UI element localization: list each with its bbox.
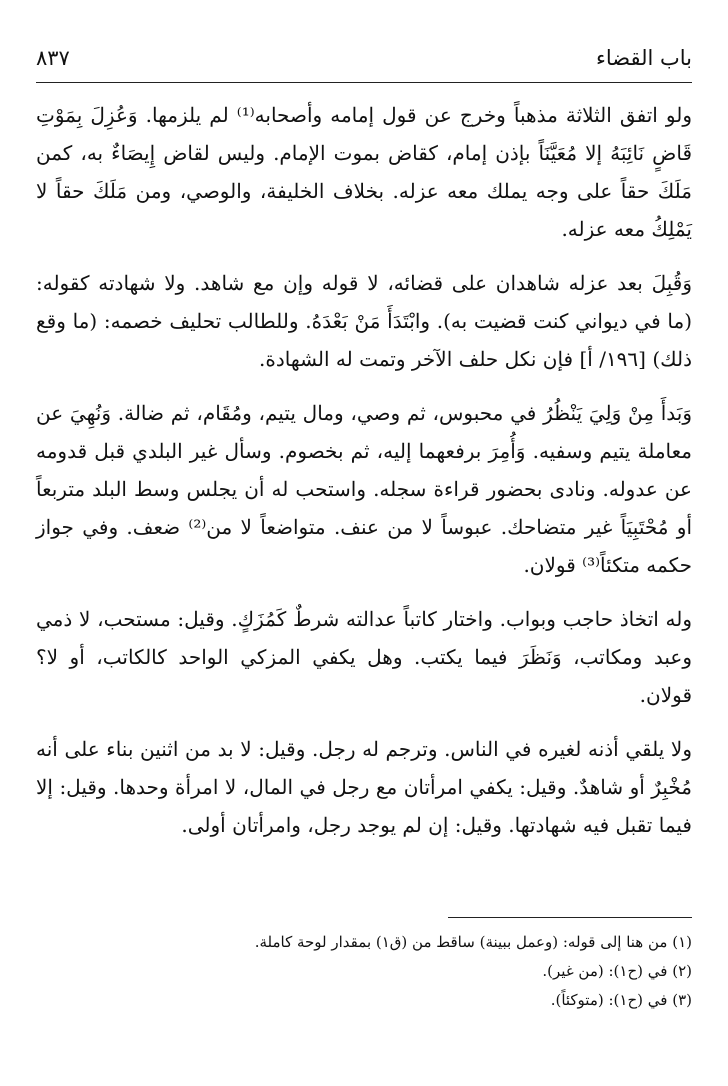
- header-rule: [36, 82, 692, 83]
- page-number: ٨٣٧: [36, 46, 70, 70]
- footnotes: [36, 928, 692, 1015]
- footnote: (٢) في (ح١): (من غير).: [542, 962, 692, 980]
- chapter-title: باب القضاء: [595, 46, 692, 70]
- paragraph: ولا يلقي أذنه لغيره في الناس. وترجم له رجل. وقيل: لا بد من اثنين بناء على أنه مُخْبِرٌ أو شاهدٌ. وقيل: يكفي امرأتان مع رجل في المال، لا امرأة وحدها. وقيل: إلا فيما تقبل فيه شهادتها. وقيل: إن لم يوجد رجل، وامرأتان أولى.: [36, 737, 692, 837]
- footnote: (٣) في (ح١): (متوكئاً).: [550, 991, 692, 1009]
- main-text: [36, 96, 692, 860]
- paragraph: ولو اتفق الثلاثة مذهباً وخرج عن قول إمامه وأصحابه⁽¹⁾ لم يلزمها. وَعُزِلَ بِمَوْتِ قَاضٍ نَائِبَهُ إلا مُعَيَّنَاً بإذن إمام، كقاض بموت الإمام. وليس لقاض إِيصَاءٌ به، كمن مَلَكَ حقاً على وجه يملك معه عزله. بخلاف الخليفة، والوصي، ومن مَلَكَ حقاً لا يَمْلِكُ معه عزله.: [36, 103, 693, 241]
- paragraph: وَقُبِلَ بعد عزله شاهدان على قضائه، لا قوله وإن مع شاهد. ولا شهادته كقوله: (ما في ديواني كنت قضيت به). وابْتَدَأَ مَنْ بَعْدَهُ. وللطالب تحليف خصمه: (ما وقع ذلك) [١٩٦/ أ] فإن نكل حلف الآخر وتمت له الشهادة.: [36, 271, 692, 371]
- footnote-rule: [448, 917, 692, 918]
- paragraph: وله اتخاذ حاجب وبواب. واختار كاتباً عدالته شرطٌ كَمُزَكٍ. وقيل: مستحب، لا ذمي وعبد ومكاتب، وَنَظَرَ فيما يكتب. وهل يكفي المزكي الواحد كالكاتب، أو لا؟ قولان.: [36, 607, 692, 707]
- paragraph: وَبَدأَ مِنْ وَلِيَ يَنْظُرُ في محبوس، ثم وصي، ومال يتيم، ومُقَام، ثم ضالة. وَنُهِيَ عن معاملة يتيم وسفيه. وَأُمِرَ برفعهما إليه، ثم بخصوم. وسأل غير البلدي قبل قدومه عن عدوله. ونادى بحضور قراءة سجله. واستحب له أن يجلس وسط البلد متربعاً أو مُحْتَبِيَاً غير متضاحك. عبوساً لا من عنف. متواضعاً لا من⁽²⁾ ضعف. وفي جواز حكمه متكئاً⁽³⁾ قولان.: [36, 401, 693, 577]
- footnote: (١) من هنا إلى قوله: (وعمل ببينة) ساقط من (ق١) بمقدار لوحة كاملة.: [254, 933, 692, 951]
- page-header: [36, 38, 692, 78]
